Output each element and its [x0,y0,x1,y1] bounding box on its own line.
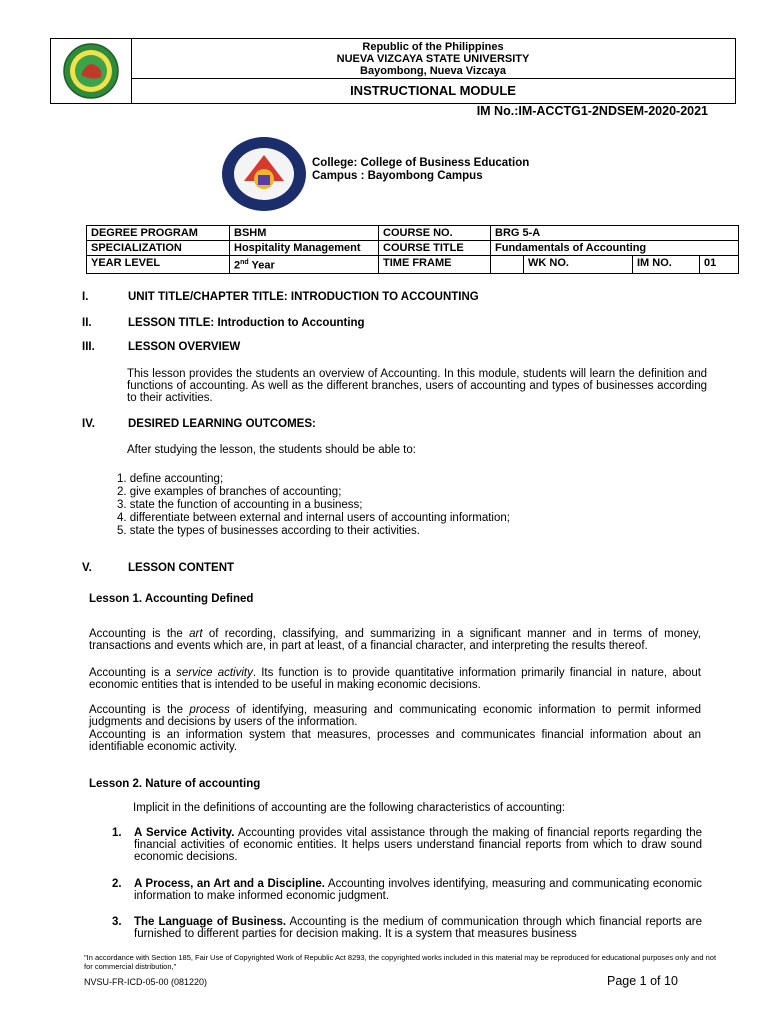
lesson2-intro: Implicit in the definitions of accounting are the following characteristics of accounting: [133,802,566,814]
text-run: of identifying, measuring and communicating economic information to permit informed judgments and decisions by users of the information. [89,704,701,728]
degree-label: DEGREE PROGRAM [87,226,230,241]
nature-item [112,878,702,902]
section-text: LESSON CONTENT [128,562,235,574]
item-heading: A Service Activity. [134,827,235,839]
wk-no-label: WK NO. [524,256,633,274]
lesson2-title: Lesson 2. Nature of accounting [89,778,261,790]
section-unit-title [82,291,479,303]
copyright-note: "In accordance with Section 185, Fair Use of Copyrighted Work of Republic Act 8293, the copyrighted works included in this material may be reproduced for educational purposes only and not for commercial distribution," [84,953,717,971]
course-info-table [86,225,739,274]
lesson1-paragraph-1 [89,628,701,652]
list-item: 1. define accounting; [117,473,224,485]
section-num: IV. [82,418,96,430]
section-text: LESSON TITLE: Introduction to Accounting [128,317,365,329]
nature-item [112,827,702,863]
item-text: Accounting involves identifying, measuring and communicating economic information to make informed economic judgment. [134,878,702,902]
list-item: 5. state the types of businesses according to their activities. [117,525,420,537]
degree-value: BSHM [230,226,379,241]
section-lesson-overview [82,341,240,353]
section-text: UNIT TITLE/CHAPTER TITLE: INTRODUCTION TO ACCOUNTING [128,291,479,303]
text-run: Accounting is a [89,667,177,679]
specialization-value: Hospitality Management [230,241,379,256]
university-name: NUEVA VIZCAYA STATE UNIVERSITY [336,53,530,65]
item-number: 2. [112,878,122,890]
emphasis: art [189,628,203,640]
section-num: II. [82,317,92,329]
section-num: V. [82,562,92,574]
course-title-label: COURSE TITLE [379,241,491,256]
year-num: 2 [234,259,241,272]
emphasis: process [189,704,230,716]
list-item: 2. give examples of branches of accounting; [117,486,342,498]
text-run: . Its function is to provide quantitative information primarily financial in nature, about economic entities that is intended to be useful in making economic decisions. [89,667,701,691]
university-location: Bayombong, Nueva Vizcaya [360,65,506,77]
college-seal-icon [220,135,308,213]
year-level-value [230,256,379,274]
emphasis: service activity [176,667,253,679]
page-number: Page 1 of 10 [607,974,678,988]
document-header [50,38,736,104]
item-text: Accounting provides vital assistance through the making of financial reports regarding the financial activities of economic entities. It helps users understand financial reports from which to draw sound economic decisions. [134,827,702,863]
item-text: Accounting is the medium of communication through which financial reports are furnished to different parties for decision making. It is a system that measures business [134,916,702,940]
header-institution [131,39,735,79]
section-num: III. [82,341,95,353]
republic-line: Republic of the Philippines [362,41,504,53]
outcomes-intro: After studying the lesson, the students should be able to: [127,444,416,456]
year-sup: nd [240,259,249,266]
nature-item [112,916,702,940]
item-number: 3. [112,916,122,928]
lesson1-title: Lesson 1. Accounting Defined [89,593,254,605]
year-level-label: YEAR LEVEL [87,256,230,274]
university-logo-cell [51,39,132,103]
item-heading: The Language of Business. [134,916,287,928]
table-row [87,256,739,274]
section-lesson-title [82,317,365,329]
text-run: of recording, classifying, and summarizing in a significant manner and in terms of money, transactions and events which are, in part at least, of a financial character, and interpreting the results thereof. [89,628,702,652]
college-line: College: College of Business Education [312,157,530,169]
section-text: LESSON OVERVIEW [128,341,241,353]
list-item: 3. state the function of accounting in a business; [117,499,363,511]
lesson1-paragraph-4: Accounting is an information system that measures, processes and communicates financial information about an identifiable economic activity. [89,729,701,753]
list-item: 4. differentiate between external and internal users of accounting information; [117,512,510,524]
table-row [87,241,739,256]
year-rest: Year [248,259,275,272]
course-no-label: COURSE NO. [379,226,491,241]
module-title: INSTRUCTIONAL MODULE [350,83,516,98]
course-no-value: BRG 5-A [491,226,739,241]
specialization-label: SPECIALIZATION [87,241,230,256]
college-info [312,157,529,183]
campus-line: Campus : Bayombong Campus [312,170,483,182]
form-number: NVSU-FR-ICD-05-00 (081220) [84,977,208,987]
text-run: Accounting is the [89,704,190,716]
section-learning-outcomes [82,418,316,430]
text-run: Accounting is the [89,628,190,640]
im-no-label: IM NO. [633,256,700,274]
section-num: I. [82,291,89,303]
university-seal-icon [51,39,131,103]
section-lesson-content [82,562,234,574]
outcomes-list [117,473,510,538]
overview-paragraph: This lesson provides the students an overview of Accounting. In this module, students will learn the definition and functions of accounting. As well as the different branches, users of accounting and types of businesses according to their activities. [127,368,707,404]
item-heading: A Process, an Art and a Discipline. [134,878,326,890]
lesson1-paragraph-3 [89,704,701,728]
im-number: IM No.:IM-ACCTG1-2NDSEM-2020-2021 [476,104,708,118]
table-row [87,226,739,241]
time-frame-value [491,256,524,274]
course-title-value: Fundamentals of Accounting [491,241,739,256]
item-number: 1. [112,827,122,839]
section-text: DESIRED LEARNING OUTCOMES: [128,418,316,430]
lesson1-paragraph-2 [89,667,701,691]
im-no-value: 01 [700,256,739,274]
time-frame-label: TIME FRAME [379,256,491,274]
